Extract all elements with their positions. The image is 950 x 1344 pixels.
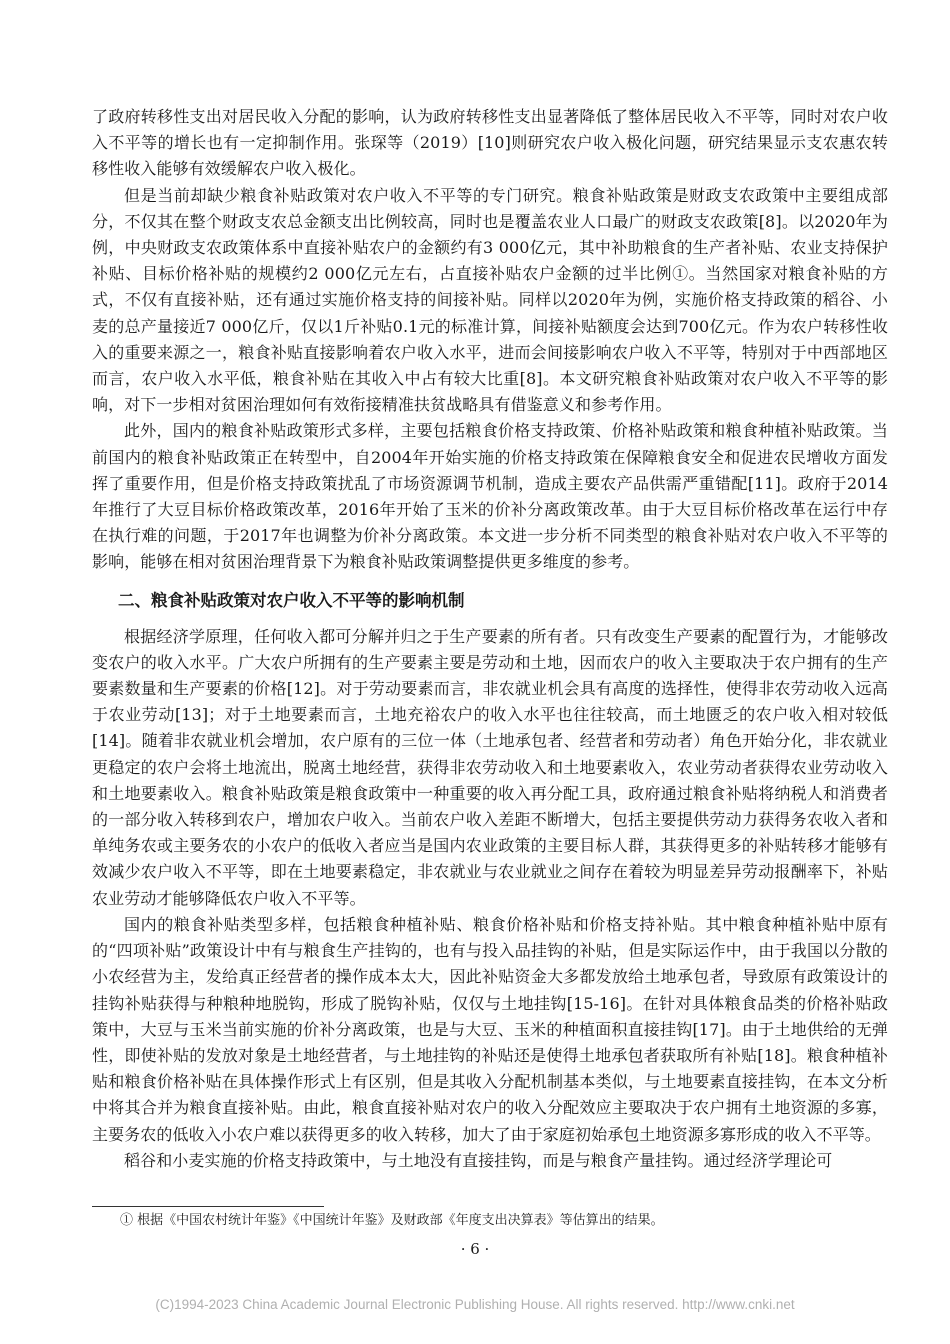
- paragraph-continued: 了政府转移性支出对居民收入分配的影响，认为政府转移性支出显著降低了整体居民收入不平等，同时对农户收入不平等的增长也有一定抑制作用。张琛等（2019）[10]则研究农户收入极化问题，研究结果显示支农惠农转移性收入能够有效缓解农户收入极化。: [92, 107, 888, 179]
- paragraph: 国内的粮食补贴类型多样，包括粮食种植补贴、粮食价格补贴和价格支持补贴。其中粮食种植补贴中原有的“四项补贴”政策设计中有与粮食生产挂钩的，也有与投入品挂钩的补贴，但是实际运作中，由于我国以分散的小农经营为主，发给真正经营者的操作成本太大，因此补贴资金大多都发放给土地承包者，导致原有政策设计的挂钩补贴获得与种粮种地脱钩，形成了脱钩补贴，仅仅与土地挂钩[15-16]。在针对具体粮食品类的价格补贴政策中，大豆与玉米当前实施的价补分离政策，也是与大豆、玉米的种植面积直接挂钩[17]。由于土地供给的无弹性，即使补贴的发放对象是土地经营者，与土地挂钩的补贴还是使得土地承包者获取所有补贴[18]。粮食种植补贴和粮食价格补贴在具体操作形式上有区别，但是其收入分配机制基本类似，与土地要素直接挂钩，在本文分析中将其合并为粮食直接补贴。由此，粮食直接补贴对农户的收入分配效应主要取决于农户拥有土地资源的多寡，主要务农的低收入小农户难以获得更多的收入转移，加大了由于家庭初始承包土地资源多寡形成的收入不平等。: [92, 914, 888, 1144]
- paragraph: 稻谷和小麦实施的价格支持政策中，与土地没有直接挂钩，而是与粮食产量挂钩。通过经济学理论可: [124, 1150, 833, 1170]
- paragraph: 但是当前却缺少粮食补贴政策对农户收入不平等的专门研究。粮食补贴政策是财政支农政策中主要组成部分，不仅其在整个财政支农总金额支出比例较高，同时也是覆盖农业人口最广的财政支农政策[8]。以2020年为例，中央财政支农政策体系中直接补贴农户的金额约有3 000亿元，其中补助粮食的生产者补贴、农业支持保护补贴、目标价格补贴的规模约2 000亿元左右，占直接补贴农户金额的过半比例①。当然国家对粮食补贴的方式，不仅有直接补贴，还有通过实施价格支持的间接补贴。同样以2020年为例，实施价格支持政策的稻谷、小麦的总产量接近7 000亿斤，仅以1斤补贴0.1元的标准计算，间接补贴额度会达到700亿元。作为农户转移性收入的重要来源之一，粮食补贴直接影响着农户收入水平，进而会间接影响农户收入不平等，特别对于中西部地区而言，农户收入水平低，粮食补贴在其收入中占有较大比重[8]。本文研究粮食补贴政策对农户收入不平等的影响，对下一步相对贫困治理如何有效衔接精准扶贫战略具有借鉴意义和参考作用。: [92, 185, 888, 415]
- paragraph: 根据经济学原理，任何收入都可分解并归之于生产要素的所有者。只有改变生产要素的配置行为，才能够改变农户的收入水平。广大农户所拥有的生产要素主要是劳动和土地，因而农户的收入主要取决于农户拥有的生产要素数量和生产要素的价格[12]。对于劳动要素而言，非农就业机会具有高度的选择性，使得非农劳动收入远高于农业劳动[13]；对于土地要素而言，土地充裕农户的收入水平也往往较高，而土地匮乏的农户收入相对较低[14]。随着非农就业机会增加，农户原有的三位一体（土地承包者、经营者和劳动者）角色开始分化，非农就业更稳定的农户会将土地流出，脱离土地经营，获得非农劳动收入和土地要素收入，农业劳动者获得农业劳动收入和土地要素收入。粮食补贴政策是粮食政策中一种重要的收入再分配工具，政府通过粮食补贴将纳税人和消费者的一部分收入转移到农户，增加农户收入。当前农户收入差距不断增大，包括主要提供劳动力获得务农收入者和单纯务农或主要务农的小农户的低收入者应当是国内农业政策的主要目标人群，其获得更多的补贴转移才能够有效减少农户收入不平等，即在土地要素稳定，非农就业与农业就业之间存在着较为明显差异劳动报酬率下，补贴农业劳动才能够降低农户收入不平等。: [92, 626, 888, 908]
- section-heading: 二、粮食补贴政策对农户收入不平等的影响机制: [118, 590, 465, 610]
- paragraph: 此外，国内的粮食补贴政策形式多样，主要包括粮食价格支持政策、价格补贴政策和粮食种植补贴政策。当前国内的粮食补贴政策正在转型中，自2004年开始实施的价格支持政策在保障粮食安全和促进农民增收方面发挥了重要作用，但是价格支持政策扰乱了市场资源调节机制，造成主要农产品供需严重错配[11]。政府于2014年推行了大豆目标价格政策改革，2016年开始了玉米的价补分离政策改革。由于大豆目标价格改革在运行中存在执行难的问题，于2017年也调整为价补分离政策。本文进一步分析不同类型的粮食补贴对农户收入不平等的影响，能够在相对贫困治理背景下为粮食补贴政策调整提供更多维度的参考。: [92, 421, 888, 572]
- article-body: [92, 104, 888, 1174]
- footnote: ① 根据《中国农村统计年鉴》《中国统计年鉴》及财政部《年度支出决算表》等估算出的结果。: [120, 1213, 664, 1228]
- page-number: · 6 ·: [460, 1240, 490, 1258]
- footnote-divider: [92, 1206, 324, 1207]
- copyright-notice: (C)1994-2023 China Academic Journal Electronic Publishing House. All rights reserved. http://www.cnki.net: [155, 1297, 795, 1312]
